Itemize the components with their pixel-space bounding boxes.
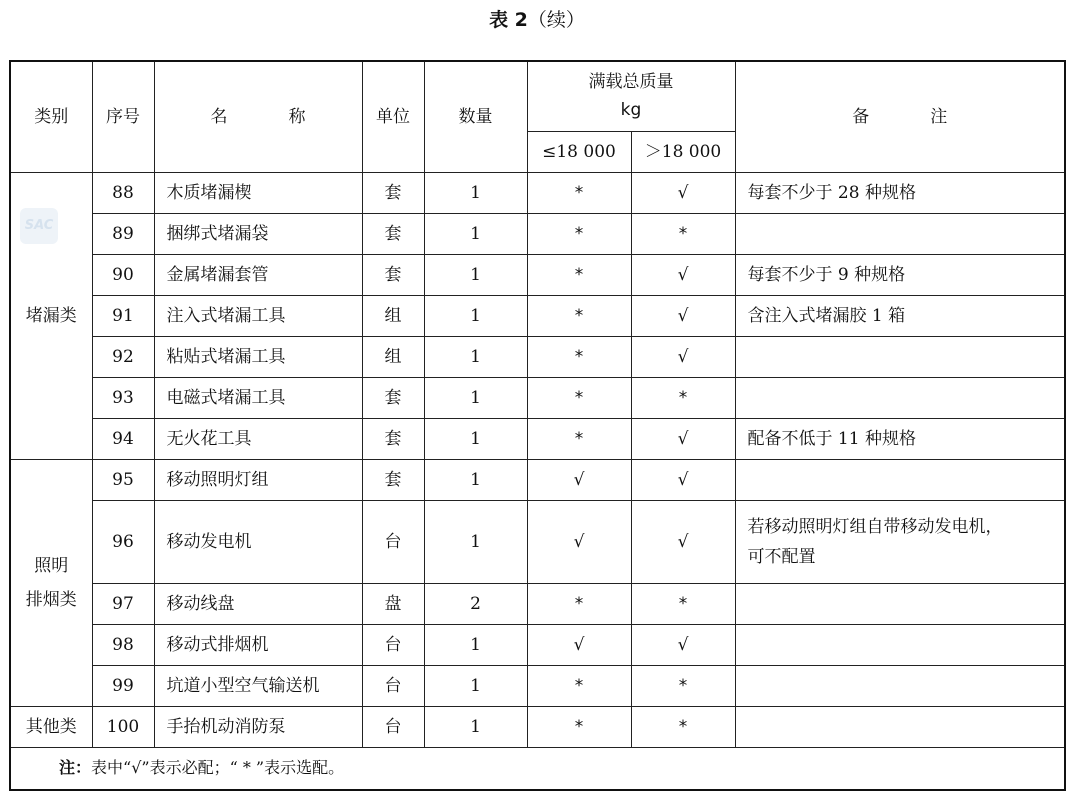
le-cell: *	[527, 583, 631, 624]
table-row	[10, 583, 1065, 624]
unit-cell: 组	[362, 336, 424, 377]
remark-cell: 每套不少于 9 种规格	[735, 254, 1065, 295]
le-cell: *	[527, 418, 631, 459]
gt-cell: √	[631, 624, 735, 665]
name-cell: 粘贴式堵漏工具	[154, 336, 362, 377]
seq-cell: 93	[92, 377, 154, 418]
note-cell	[10, 747, 1065, 790]
header-mass-gt: ＞18 000	[631, 131, 735, 172]
name-cell: 电磁式堵漏工具	[154, 377, 362, 418]
unit-cell: 组	[362, 295, 424, 336]
header-mass	[527, 61, 735, 131]
qty-cell: 1	[424, 418, 527, 459]
qty-cell: 2	[424, 583, 527, 624]
seq-cell: 91	[92, 295, 154, 336]
le-cell: √	[527, 624, 631, 665]
seq-cell: 89	[92, 213, 154, 254]
table-row	[10, 500, 1065, 583]
remark-cell	[735, 336, 1065, 377]
header-name: 名 称	[154, 61, 362, 172]
header-unit: 单位	[362, 61, 424, 172]
remark-cell: 配备不低于 11 种规格	[735, 418, 1065, 459]
table-row	[10, 172, 1065, 213]
category-cell	[10, 459, 92, 706]
unit-cell: 盘	[362, 583, 424, 624]
header-mass-le: ≤18 000	[527, 131, 631, 172]
unit-cell: 套	[362, 418, 424, 459]
le-cell: *	[527, 706, 631, 747]
remark-cell: 每套不少于 28 种规格	[735, 172, 1065, 213]
seq-cell: 94	[92, 418, 154, 459]
table-row	[10, 295, 1065, 336]
table-row	[10, 665, 1065, 706]
remark-cell	[735, 459, 1065, 500]
qty-cell: 1	[424, 336, 527, 377]
qty-cell: 1	[424, 172, 527, 213]
gt-cell: √	[631, 459, 735, 500]
category-line-2: 排烟类	[25, 589, 77, 610]
qty-cell: 1	[424, 295, 527, 336]
caption-suffix: （续）	[527, 9, 585, 31]
header-seq: 序号	[92, 61, 154, 172]
name-cell: 移动照明灯组	[154, 459, 362, 500]
qty-cell: 1	[424, 459, 527, 500]
table-row	[10, 624, 1065, 665]
seq-cell: 98	[92, 624, 154, 665]
qty-cell: 1	[424, 254, 527, 295]
header-qty: 数量	[424, 61, 527, 172]
table-row	[10, 418, 1065, 459]
name-cell: 金属堵漏套管	[154, 254, 362, 295]
note-label: 注：	[59, 758, 92, 777]
le-cell: √	[527, 500, 631, 583]
le-cell: √	[527, 459, 631, 500]
header-row-1	[10, 61, 1065, 131]
table-row	[10, 254, 1065, 295]
seq-cell: 95	[92, 459, 154, 500]
unit-cell: 台	[362, 500, 424, 583]
name-cell: 移动线盘	[154, 583, 362, 624]
table-row	[10, 377, 1065, 418]
gt-cell: √	[631, 295, 735, 336]
le-cell: *	[527, 665, 631, 706]
equipment-table	[9, 60, 1066, 791]
remark-cell	[735, 500, 1065, 583]
qty-cell: 1	[424, 624, 527, 665]
remark-cell: 含注入式堵漏胶 1 箱	[735, 295, 1065, 336]
category-cell: 堵漏类	[10, 172, 92, 459]
gt-cell: *	[631, 665, 735, 706]
seq-cell: 100	[92, 706, 154, 747]
name-cell: 注入式堵漏工具	[154, 295, 362, 336]
remark-line-1: 若移动照明灯组自带移动发电机，	[747, 516, 1003, 537]
gt-cell: *	[631, 377, 735, 418]
header-mass-unit: kg	[620, 100, 642, 121]
name-cell: 坑道小型空气输送机	[154, 665, 362, 706]
unit-cell: 台	[362, 706, 424, 747]
unit-cell: 套	[362, 213, 424, 254]
seq-cell: 99	[92, 665, 154, 706]
le-cell: *	[527, 254, 631, 295]
header-mass-title: 满载总质量	[588, 72, 674, 93]
le-cell: *	[527, 295, 631, 336]
table-row	[10, 336, 1065, 377]
name-cell: 移动式排烟机	[154, 624, 362, 665]
qty-cell: 1	[424, 706, 527, 747]
gt-cell: *	[631, 213, 735, 254]
remark-cell	[735, 624, 1065, 665]
table-row	[10, 706, 1065, 747]
seq-cell: 96	[92, 500, 154, 583]
gt-cell: √	[631, 500, 735, 583]
name-cell: 捆绑式堵漏袋	[154, 213, 362, 254]
seq-cell: 97	[92, 583, 154, 624]
note-text: 表中“√”表示必配；“ * ”表示选配。	[91, 758, 345, 777]
remark-cell	[735, 706, 1065, 747]
category-cell: 其他类	[10, 706, 92, 747]
le-cell: *	[527, 172, 631, 213]
remark-cell	[735, 377, 1065, 418]
unit-cell: 套	[362, 459, 424, 500]
gt-cell: *	[631, 583, 735, 624]
remark-cell	[735, 213, 1065, 254]
unit-cell: 台	[362, 665, 424, 706]
qty-cell: 1	[424, 213, 527, 254]
sac-watermark-logo: SAC	[20, 208, 58, 244]
gt-cell: √	[631, 418, 735, 459]
category-line-1: 照明	[34, 555, 69, 576]
note-row	[10, 747, 1065, 790]
seq-cell: 92	[92, 336, 154, 377]
header-remark: 备 注	[735, 61, 1065, 172]
remark-cell	[735, 583, 1065, 624]
name-cell: 无火花工具	[154, 418, 362, 459]
remark-line-2: 可不配置	[747, 546, 816, 567]
name-cell: 移动发电机	[154, 500, 362, 583]
le-cell: *	[527, 336, 631, 377]
qty-cell: 1	[424, 665, 527, 706]
unit-cell: 套	[362, 254, 424, 295]
le-cell: *	[527, 213, 631, 254]
caption-label: 表 2	[489, 9, 528, 31]
header-category: 类别	[10, 61, 92, 172]
remark-cell	[735, 665, 1065, 706]
seq-cell: 88	[92, 172, 154, 213]
gt-cell: √	[631, 336, 735, 377]
le-cell: *	[527, 377, 631, 418]
gt-cell: √	[631, 172, 735, 213]
unit-cell: 套	[362, 172, 424, 213]
seq-cell: 90	[92, 254, 154, 295]
gt-cell: √	[631, 254, 735, 295]
table-caption	[0, 6, 1074, 34]
gt-cell: *	[631, 706, 735, 747]
name-cell: 木质堵漏楔	[154, 172, 362, 213]
qty-cell: 1	[424, 500, 527, 583]
unit-cell: 套	[362, 377, 424, 418]
qty-cell: 1	[424, 377, 527, 418]
table-row	[10, 459, 1065, 500]
table-row	[10, 213, 1065, 254]
name-cell: 手抬机动消防泵	[154, 706, 362, 747]
unit-cell: 台	[362, 624, 424, 665]
